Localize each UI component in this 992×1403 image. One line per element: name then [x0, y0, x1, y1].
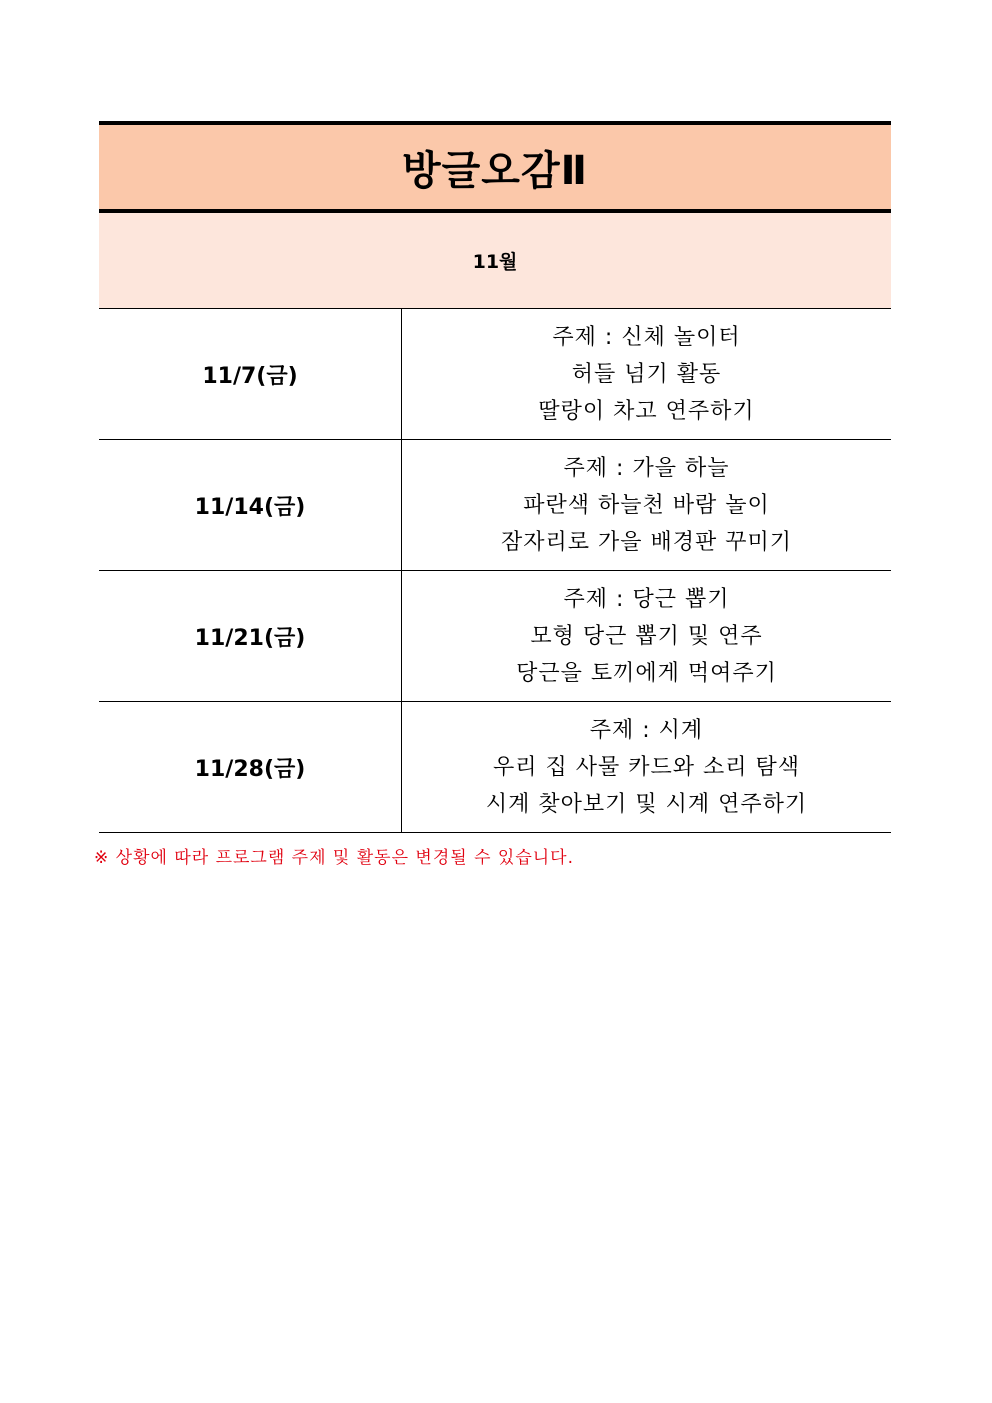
session-activity: 잠자리로 가을 배경판 꾸미기 [500, 529, 792, 555]
session-topic: 주제 : 신체 놀이터 [552, 324, 741, 350]
session-row [99, 571, 891, 702]
session-activity: 허들 넘기 활동 [571, 361, 722, 387]
session-content [402, 309, 891, 439]
session-activity: 파란색 하늘천 바람 놀이 [523, 492, 770, 518]
session-content [402, 702, 891, 832]
session-content [402, 571, 891, 701]
session-activity: 딸랑이 차고 연주하기 [538, 398, 755, 424]
session-activity: 당근을 토끼에게 먹여주기 [516, 660, 777, 686]
change-notice: ※ 상황에 따라 프로그램 주제 및 활동은 변경될 수 있습니다. [94, 848, 574, 868]
program-title: 방글오감Ⅱ [402, 147, 588, 194]
month-label: 11월 [472, 251, 518, 273]
session-activity: 모형 당근 뽑기 및 연주 [530, 623, 763, 649]
session-row [99, 440, 891, 571]
schedule-table [99, 121, 891, 833]
session-date: 11/21(금) [99, 571, 402, 701]
session-content [402, 440, 891, 570]
session-date: 11/7(금) [99, 309, 402, 439]
session-rows [99, 309, 891, 833]
session-topic: 주제 : 당근 뽑기 [563, 586, 730, 612]
session-topic: 주제 : 가을 하늘 [563, 455, 730, 481]
session-row [99, 702, 891, 833]
month-row [99, 213, 891, 309]
session-activity: 시계 찾아보기 및 시계 연주하기 [485, 791, 808, 817]
title-row [99, 121, 891, 213]
session-date: 11/28(금) [99, 702, 402, 832]
session-date: 11/14(금) [99, 440, 402, 570]
session-topic: 주제 : 시계 [589, 717, 704, 743]
session-activity: 우리 집 사물 카드와 소리 탐색 [493, 754, 800, 780]
session-row [99, 309, 891, 440]
